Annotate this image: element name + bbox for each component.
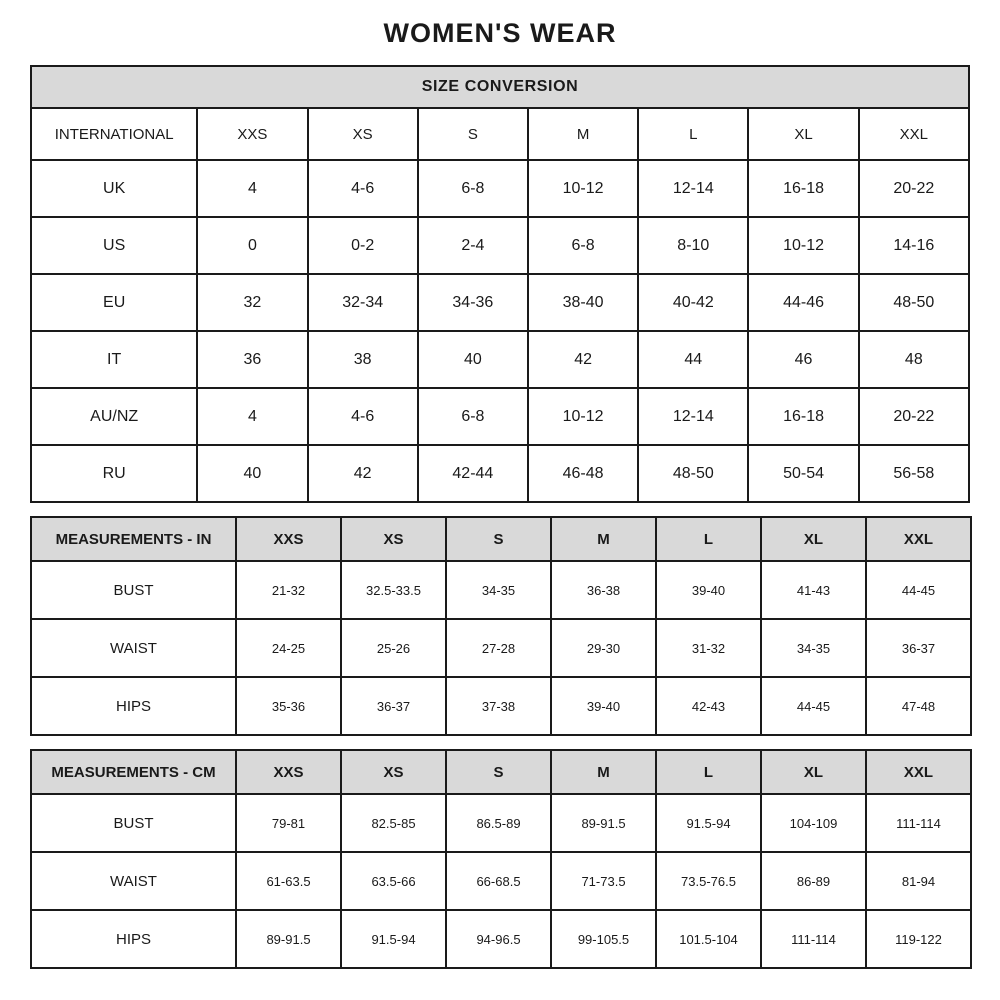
column-header-xxs: XXS xyxy=(197,108,307,160)
table-cell: 101.5-104 xyxy=(656,910,761,968)
table-row xyxy=(31,274,969,331)
table-cell: 2-4 xyxy=(418,217,528,274)
table-cell: 0 xyxy=(197,217,307,274)
table-cell: 40-42 xyxy=(638,274,748,331)
row-label-waist: WAIST xyxy=(31,619,236,677)
table-cell: 12-14 xyxy=(638,160,748,217)
table-cell: 27-28 xyxy=(446,619,551,677)
table-cell: 10-12 xyxy=(528,160,638,217)
column-header-xxl: XXL xyxy=(859,108,969,160)
table-cell: 46-48 xyxy=(528,445,638,502)
column-header-l: L xyxy=(656,750,761,794)
table-cell: 32 xyxy=(197,274,307,331)
table-cell: 119-122 xyxy=(866,910,971,968)
table-cell: 38 xyxy=(308,331,418,388)
table-cell: 86-89 xyxy=(761,852,866,910)
row-label-bust: BUST xyxy=(31,794,236,852)
table-cell: 91.5-94 xyxy=(341,910,446,968)
column-header-m: M xyxy=(551,750,656,794)
column-header-xl: XL xyxy=(761,517,866,561)
table-row xyxy=(31,794,971,852)
column-header-s: S xyxy=(446,517,551,561)
table-cell: 12-14 xyxy=(638,388,748,445)
table-row xyxy=(31,388,969,445)
table-cell: 91.5-94 xyxy=(656,794,761,852)
table-cell: 35-36 xyxy=(236,677,341,735)
column-header-xs: XS xyxy=(308,108,418,160)
table-cell: 61-63.5 xyxy=(236,852,341,910)
column-header-xs: XS xyxy=(341,750,446,794)
table-cell: 4 xyxy=(197,388,307,445)
column-header-s: S xyxy=(446,750,551,794)
column-header-xl: XL xyxy=(761,750,866,794)
table-cell: 56-58 xyxy=(859,445,969,502)
table-cell: 25-26 xyxy=(341,619,446,677)
table-row xyxy=(31,910,971,968)
table-cell: 48-50 xyxy=(859,274,969,331)
column-header-s: S xyxy=(418,108,528,160)
table-cell: 42 xyxy=(528,331,638,388)
table-cell: 111-114 xyxy=(761,910,866,968)
table-cell: 34-35 xyxy=(446,561,551,619)
table-cell: 111-114 xyxy=(866,794,971,852)
column-header-l: L xyxy=(638,108,748,160)
table-cell: 16-18 xyxy=(748,160,858,217)
table-cell: 32-34 xyxy=(308,274,418,331)
table-cell: 0-2 xyxy=(308,217,418,274)
table-cell: 41-43 xyxy=(761,561,866,619)
table-cell: 6-8 xyxy=(418,388,528,445)
row-label-bust: BUST xyxy=(31,561,236,619)
table-cell: 39-40 xyxy=(551,677,656,735)
table-cell: 37-38 xyxy=(446,677,551,735)
table-cell: 48-50 xyxy=(638,445,748,502)
column-header-m: M xyxy=(528,108,638,160)
table-cell: 86.5-89 xyxy=(446,794,551,852)
table-row xyxy=(31,750,971,794)
table-cell: 24-25 xyxy=(236,619,341,677)
table-cell: 36 xyxy=(197,331,307,388)
row-label-uk: UK xyxy=(31,160,197,217)
page-title: WOMEN'S WEAR xyxy=(383,18,617,48)
table-cell: 21-32 xyxy=(236,561,341,619)
row-label-it: IT xyxy=(31,331,197,388)
table-cell: 6-8 xyxy=(528,217,638,274)
table-cell: 10-12 xyxy=(528,388,638,445)
table-cell: 50-54 xyxy=(748,445,858,502)
table-cell: 44-45 xyxy=(761,677,866,735)
column-header-xs: XS xyxy=(341,517,446,561)
table-cell: 99-105.5 xyxy=(551,910,656,968)
table-row xyxy=(31,852,971,910)
table-cell: 39-40 xyxy=(656,561,761,619)
table-cell: 16-18 xyxy=(748,388,858,445)
table-cell: 71-73.5 xyxy=(551,852,656,910)
table-row xyxy=(31,108,969,160)
table-cell: 47-48 xyxy=(866,677,971,735)
table-cell: 34-36 xyxy=(418,274,528,331)
column-header-l: L xyxy=(656,517,761,561)
table-cell: 14-16 xyxy=(859,217,969,274)
table-row xyxy=(31,445,969,502)
table-cell: 40 xyxy=(197,445,307,502)
table-cell: 38-40 xyxy=(528,274,638,331)
table-cell: 44-45 xyxy=(866,561,971,619)
table-row xyxy=(31,331,969,388)
row-label-us: US xyxy=(31,217,197,274)
table-cell: 4 xyxy=(197,160,307,217)
table-row xyxy=(31,677,971,735)
table-cell: 89-91.5 xyxy=(551,794,656,852)
size-conversion-table xyxy=(30,65,970,503)
table-cell: 20-22 xyxy=(859,160,969,217)
table-cell: 66-68.5 xyxy=(446,852,551,910)
row-label-hips: HIPS xyxy=(31,677,236,735)
column-header-xxs: XXS xyxy=(236,517,341,561)
table-cell: 36-38 xyxy=(551,561,656,619)
table-cell: 82.5-85 xyxy=(341,794,446,852)
size-conversion-header: SIZE CONVERSION xyxy=(31,66,969,108)
table-cell: 44-46 xyxy=(748,274,858,331)
table-cell: 79-81 xyxy=(236,794,341,852)
table-cell: 44 xyxy=(638,331,748,388)
table-cell: 32.5-33.5 xyxy=(341,561,446,619)
row-label-eu: EU xyxy=(31,274,197,331)
column-header-xxl: XXL xyxy=(866,750,971,794)
table-row xyxy=(31,517,971,561)
table-cell: 40 xyxy=(418,331,528,388)
column-header-xxl: XXL xyxy=(866,517,971,561)
table-cell: 31-32 xyxy=(656,619,761,677)
table-cell: 42-43 xyxy=(656,677,761,735)
table-cell: 46 xyxy=(748,331,858,388)
table-row xyxy=(31,561,971,619)
table-cell: 34-35 xyxy=(761,619,866,677)
table-cell: 36-37 xyxy=(866,619,971,677)
table-cell: 48 xyxy=(859,331,969,388)
measurements-in-table xyxy=(30,516,972,736)
table-cell: 8-10 xyxy=(638,217,748,274)
table-cell: 73.5-76.5 xyxy=(656,852,761,910)
table-cell: 89-91.5 xyxy=(236,910,341,968)
size-guide-page xyxy=(30,0,970,969)
row-label-waist: WAIST xyxy=(31,852,236,910)
table-cell: 94-96.5 xyxy=(446,910,551,968)
table-cell: 42 xyxy=(308,445,418,502)
table-cell: 6-8 xyxy=(418,160,528,217)
table-cell: 81-94 xyxy=(866,852,971,910)
measurements-in-header: MEASUREMENTS - IN xyxy=(31,517,236,561)
table-cell: 104-109 xyxy=(761,794,866,852)
table-cell: 42-44 xyxy=(418,445,528,502)
table-row xyxy=(31,217,969,274)
column-header-m: M xyxy=(551,517,656,561)
table-cell: 4-6 xyxy=(308,388,418,445)
table-row xyxy=(31,619,971,677)
table-cell: 29-30 xyxy=(551,619,656,677)
table-row xyxy=(31,160,969,217)
row-label-hips: HIPS xyxy=(31,910,236,968)
table-cell: 10-12 xyxy=(748,217,858,274)
table-row xyxy=(31,66,969,108)
row-label-ru: RU xyxy=(31,445,197,502)
table-cell: 63.5-66 xyxy=(341,852,446,910)
column-header-xxs: XXS xyxy=(236,750,341,794)
table-cell: 4-6 xyxy=(308,160,418,217)
row-label-aunz: AU/NZ xyxy=(31,388,197,445)
column-header-xl: XL xyxy=(748,108,858,160)
table-cell: 36-37 xyxy=(341,677,446,735)
table-cell: 20-22 xyxy=(859,388,969,445)
measurements-cm-table xyxy=(30,749,972,969)
column-header-international: INTERNATIONAL xyxy=(31,108,197,160)
measurements-cm-header: MEASUREMENTS - CM xyxy=(31,750,236,794)
